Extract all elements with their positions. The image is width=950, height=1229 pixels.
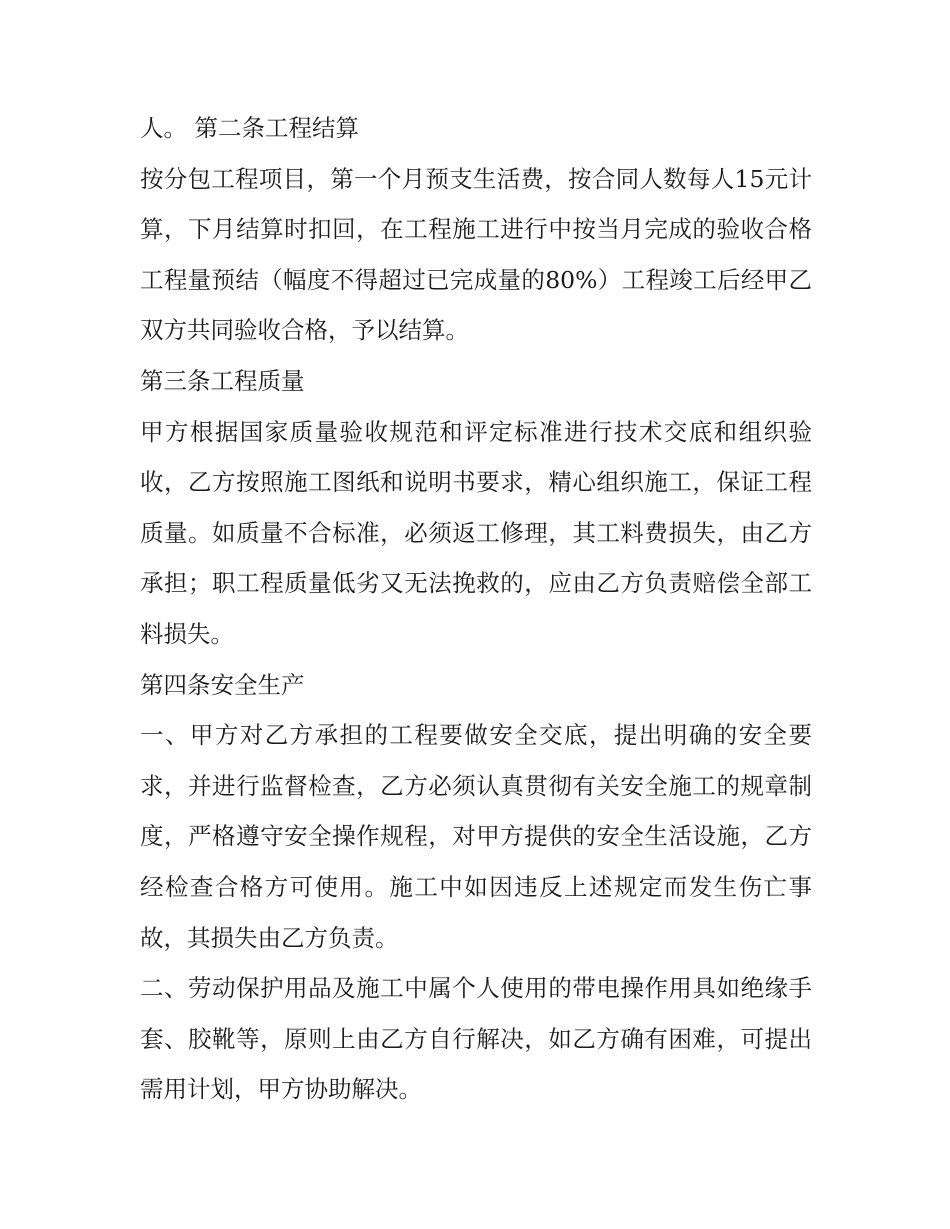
paragraph-settlement-body: 按分包工程项目，第一个月预支生活费，按合同人数每人15元计算，下月结算时扣回，在工程施工进行中按当月完成的验收合格工程量预结（幅度不得超过已完成量的80%）工程竣工后经甲乙双方共同验收合格，予以结算。	[140, 164, 812, 345]
document-page	[140, 103, 812, 1115]
paragraph-safety-item-2: 二、劳动保护用品及施工中属个人使用的带电操作用具如绝缘手套、胶靴等，原则上由乙方自行解决，如乙方确有困难，可提出需用计划，甲方协助解决。	[140, 974, 812, 1104]
paragraph-article-2-heading: 人。 第二条工程结算	[140, 114, 359, 142]
paragraph-article-3-heading: 第三条工程质量	[140, 366, 305, 395]
paragraph-safety-item-1: 一、甲方对乙方承担的工程要做安全交底，提出明确的安全要求，并进行监督检查，乙方必须认真贯彻有关安全施工的规章制度，严格遵守安全操作规程，对甲方提供的安全生活设施，乙方经检查合格方可使用。施工中如因违反上述规定而发生伤亡事故，其损失由乙方负责。	[140, 721, 812, 952]
paragraph-article-4-heading: 第四条安全生产	[140, 670, 305, 699]
paragraph-quality-body: 甲方根据国家质量验收规范和评定标准进行技术交底和组织验收，乙方按照施工图纸和说明书要求，精心组织施工，保证工程质量。如质量不合标准，必须返工修理，其工料费损失，由乙方承担；职工程质量低劣又无法挽救的，应由乙方负责赔偿全部工料损失。	[140, 417, 812, 648]
